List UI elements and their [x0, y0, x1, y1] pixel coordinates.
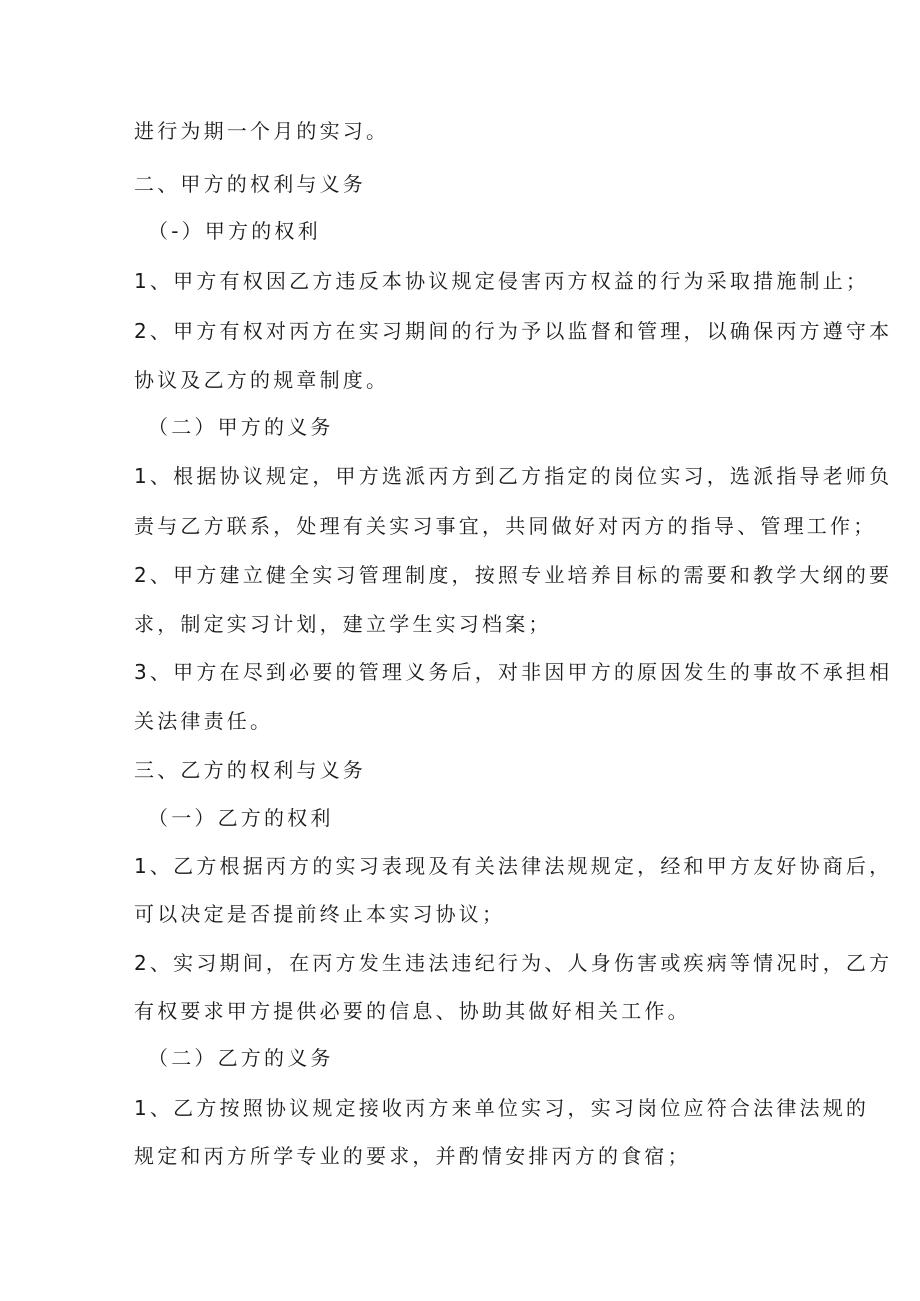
body-line: 进行为期一个月的实习。 [134, 119, 390, 143]
body-line: 协议及乙方的规章制度。 [134, 368, 390, 392]
body-line: 2、实习期间，在丙方发生违法违纪行为、人身伤害或疾病等情况时，乙方 [134, 951, 893, 975]
body-line: 1、根据协议规定，甲方选派丙方到乙方指定的岗位实习，选派指导老师负 [134, 464, 893, 488]
body-line: 规定和丙方所学专业的要求，并酌情安排丙方的食宿； [134, 1144, 691, 1168]
body-line: 1、甲方有权因乙方违反本协议规定侵害丙方权益的行为采取措施制止； [134, 269, 870, 293]
subsection-heading: （一）乙方的权利 [148, 806, 334, 830]
body-line: 2、甲方有权对丙方在实习期间的行为予以监督和管理，以确保丙方遵守本 [134, 319, 893, 343]
body-line: 3、甲方在尽到必要的管理义务后，对非因甲方的原因发生的事故不承担相 [134, 660, 893, 684]
subsection-heading: （二）甲方的义务 [148, 415, 334, 439]
body-line: 求，制定实习计划，建立学生实习档案； [134, 612, 552, 636]
body-line: 关法律责任。 [134, 709, 274, 733]
section-heading: 三、乙方的权利与义务 [134, 758, 366, 782]
body-line: 可以决定是否提前终止本实习协议； [134, 902, 506, 926]
subsection-heading: （二）乙方的义务 [148, 1046, 334, 1070]
subsection-heading: （-）甲方的权利 [148, 219, 321, 243]
body-line: 有权要求甲方提供必要的信息、协助其做好相关工作。 [134, 999, 691, 1023]
body-line: 1、乙方根据丙方的实习表现及有关法律法规规定，经和甲方友好协商后， [134, 854, 893, 878]
body-line: 责与乙方联系，处理有关实习事宜，共同做好对丙方的指导、管理工作； [134, 514, 877, 538]
body-line: 2、甲方建立健全实习管理制度，按照专业培养目标的需要和教学大纲的要 [134, 563, 893, 587]
section-heading: 二、甲方的权利与义务 [134, 172, 366, 196]
body-line: 1、乙方按照协议规定接收丙方来单位实习，实习岗位应符合法律法规的 [134, 1096, 870, 1120]
